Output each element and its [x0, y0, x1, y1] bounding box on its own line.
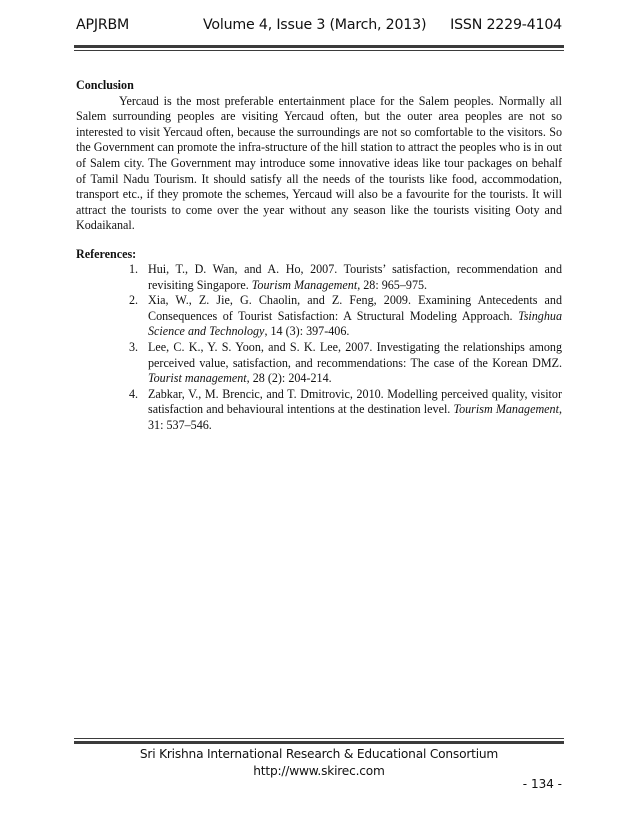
references-heading: References: [76, 247, 137, 261]
reference-item [129, 386, 562, 434]
header-rule-thick [74, 45, 564, 48]
conclusion-paragraph: Yercaud is the most preferable entertainment place for the Salem peoples. Normally all Salem surrounding peoples are visiting Yercaud often, but the outer area peoples are not so interested to visit Yercaud often, because the surroundings are not so comfortable to the visitors. So the Government can promote the infra-structure of the hill station to attract the peoples who is in out of Salem city. The Government may introduce some innovative ideas like tour packages on behalf of Tamil Nadu Tourism. It should satisfy all the needs of the tourists like food, accommodation, transport etc., if they promote the schemes, Yercaud will also be a favourite for the tourists. It will attract the tourists to come over the year without any season like the tourists visiting Ooty and Kodaikanal. [76, 93, 562, 233]
header-rule-thin [74, 50, 564, 51]
footer-url: http://www.skirec.com [253, 764, 385, 778]
reference-item [129, 293, 562, 340]
references-list [129, 262, 562, 434]
running-header [76, 17, 562, 39]
reference-text: Lee, C. K., Y. S. Yoon, and S. K. Lee, 2007. Investigating the relationships among perceived value, satisfaction, and recommendations: The case of the Korean DMZ. [148, 339, 562, 370]
footer-rule-thin [74, 738, 564, 739]
reference-details: , 14 (3): 397-406. [264, 324, 350, 339]
reference-journal: Tourism Management [251, 277, 358, 292]
volume-issue: Volume 4, Issue 3 (March, 2013) [203, 17, 427, 33]
footer-rule-thick [74, 741, 564, 744]
reference-text: Xia, W., Z. Jie, G. Chaolin, and Z. Feng, 2009. Examining Antecedents and Consequences of Tourist Satisfaction: A Structural Modeling Approach. [148, 293, 562, 323]
reference-item [129, 262, 562, 293]
page-number: - 134 - [522, 777, 562, 791]
reference-details: , 28 (2): 204-214. [246, 371, 332, 386]
running-footer [76, 746, 562, 780]
reference-journal: Tsinghua Science and Technology [148, 308, 562, 339]
reference-journal: Tourist management [148, 371, 247, 386]
journal-abbrev: APJRBM [76, 17, 130, 33]
issn: ISSN 2229-4104 [450, 17, 562, 33]
reference-number: 2. [129, 293, 139, 308]
conclusion-heading: Conclusion [76, 78, 134, 92]
reference-number: 3. [129, 339, 139, 354]
reference-text: Hui, T., D. Wan, and A. Ho, 2007. Tourists’ satisfaction, recommendation and revisiting Singapore. [148, 262, 562, 292]
footer-organization: Sri Krishna International Research & Educational Consortium [139, 747, 499, 761]
conclusion-section [76, 78, 562, 234]
reference-text: Zabkar, V., M. Brencic, and T. Dmitrovic, 2010. Modelling perceived quality, visitor satisfaction and behavioural intentions at the destination level. [148, 386, 562, 417]
reference-details: , 31: 537–546. [148, 402, 562, 432]
reference-item [129, 339, 562, 387]
reference-number: 4. [129, 386, 139, 401]
reference-details: , 28: 965–975. [357, 277, 428, 292]
reference-journal: Tourism Management [453, 402, 559, 417]
reference-number: 1. [129, 262, 139, 276]
